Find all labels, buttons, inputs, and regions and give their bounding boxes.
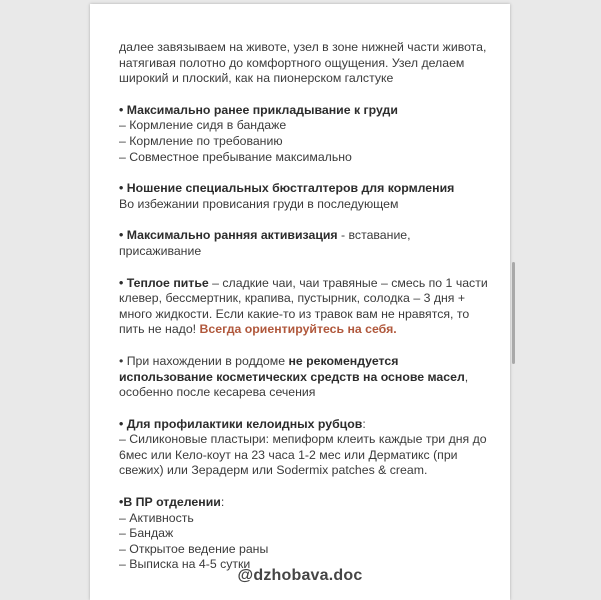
author-signature: @dzhobava.doc [237, 567, 363, 584]
section-cosmetics-line: особенно после кесарева сечения [119, 385, 316, 400]
section-scars-heading: • Для профилактики келоидных рубцов: [119, 416, 366, 431]
section-cosmetics-line: • При нахождении в роддоме не рекомендуется [119, 353, 399, 368]
section-breastfeeding-heading: • Максимально ранее прикладывание к груди [119, 102, 398, 117]
section-postpartum-heading: •В ПР отделении: [119, 495, 225, 510]
intro-line: натягивая полотно до комфортного ощущения. Узел делаем [119, 55, 465, 70]
section-activation-text: присаживание [119, 243, 202, 258]
list-item: – Кормление сидя в бандаже [119, 118, 287, 133]
scrollbar-thumb[interactable] [512, 262, 515, 364]
section-cosmetics-line: использование косметических средств на основе масел, [119, 369, 469, 384]
section-drinking-text: пить не надо! Всегда ориентируйтесь на себя. [119, 322, 397, 337]
section-drinking-text: много жидкости. Если какие-то из травок вам не нравятся, то [119, 306, 470, 321]
list-item: – Выписка на 4-5 сутки [119, 557, 251, 572]
section-bras-text: Во избежании провисания груди в последующем [119, 196, 399, 211]
list-item: – Бандаж [119, 526, 174, 541]
list-item: – Совместное пребывание максимально [119, 149, 352, 164]
list-item: – Кормление по требованию [119, 133, 283, 148]
intro-line: далее завязываем на животе, узел в зоне нижней части живота, [119, 40, 487, 54]
section-drinking-text: клевер, бессмертник, крапива, пустырник, солодка – 3 дня + [119, 291, 466, 306]
list-item: – Активность [119, 510, 194, 525]
section-drinking-heading: • Теплое питье – сладкие чаи, чаи травяные – смесь по 1 части [119, 275, 488, 290]
section-activation-heading: • Максимально ранняя активизация - вставание, [119, 228, 411, 243]
intro-line: широкий и плоский, как на пионерском галстуке [119, 71, 394, 86]
document-body [119, 40, 491, 573]
highlight-text: Всегда ориентируйтесь на себя. [199, 322, 397, 337]
section-scars-text: свежих) или Зерадерм или Sodermix patches & cream. [119, 463, 428, 478]
section-scars-text: 6мес или Кело-коут на 23 часа 1-2 мес или Дерматикс (при [119, 447, 458, 462]
section-bras-heading: • Ношение специальных бюстгалтеров для кормления [119, 181, 455, 196]
section-scars-text: – Силиконовые пластыри: мепиформ клеить каждые три дня до [119, 432, 487, 447]
list-item: – Открытое ведение раны [119, 541, 269, 556]
